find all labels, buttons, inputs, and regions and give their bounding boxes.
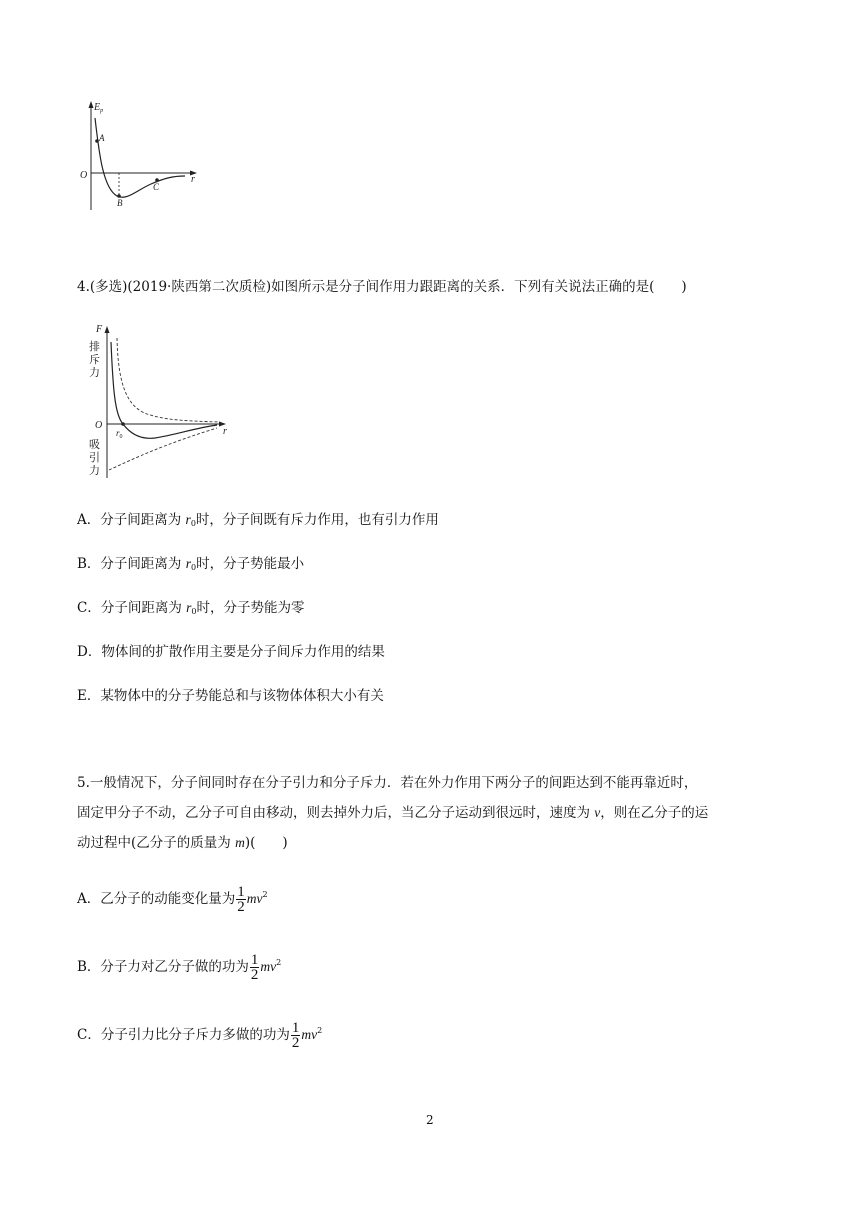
r-label: r bbox=[191, 174, 195, 185]
half-fraction: $\frac{1}{2}$ bbox=[250, 952, 259, 983]
q5-stem-line3: 动过程中(乙分子的质量为 m)( ) bbox=[77, 835, 288, 851]
repulsion-label-1: 排 bbox=[89, 341, 100, 353]
origin-label-4: O bbox=[95, 420, 103, 431]
r0-label: $r_0$ bbox=[116, 428, 123, 440]
page-number: 2 bbox=[426, 1113, 434, 1127]
q4-option-e: E．某物体中的分子势能总和与该物体体积大小有关 bbox=[77, 688, 384, 704]
ep-curve bbox=[95, 118, 185, 197]
a-label: A bbox=[99, 133, 105, 143]
q4-option-b: B．分子间距离为 $r_0$时，分子势能最小 bbox=[77, 556, 305, 572]
q5-option-b: B．分子力对乙分子做的功为 $\frac{1}{2}$ $mv^2$ bbox=[77, 952, 282, 983]
b-label: B bbox=[117, 198, 123, 208]
q5-stem-line2: 固定甲分子不动，乙分子可自由移动，则去掉外力后，当乙分子运动到很远时，速度为 v，则在乙分子的运 bbox=[77, 805, 709, 821]
half-fraction: $\frac{1}{2}$ bbox=[237, 884, 245, 915]
repulsion-label-2: 斥 bbox=[89, 354, 100, 366]
r-label-4: r bbox=[223, 426, 227, 437]
half-fraction: $\frac{1}{2}$ bbox=[291, 1020, 300, 1051]
q4-option-d: D．物体间的扩散作用主要是分子间斥力作用的结果 bbox=[77, 644, 385, 660]
attraction-label-3: 力 bbox=[89, 465, 100, 477]
q5-option-a: A．乙分子的动能变化量为 $\frac{1}{2}$ $mv^2$ bbox=[77, 884, 268, 915]
attraction-curve bbox=[109, 428, 217, 470]
q5-stem-line1: 5.一般情况下，分子间同时存在分子引力和分子斥力．若在外力作用下两分子的间距达到不能再靠近时， bbox=[77, 775, 698, 791]
q4-option-a: A．分子间距离为 $r_0$时，分子间既有斥力作用，也有引力作用 bbox=[77, 512, 439, 528]
c-label: C bbox=[153, 182, 160, 192]
q5-option-c: C．分子引力比分子斥力多做的功为 $\frac{1}{2}$ $mv^2$ bbox=[77, 1020, 323, 1051]
origin-label: O bbox=[80, 170, 88, 181]
q4-stem: 4.(多选)(2019·陕西第二次质检)如图所示是分子间作用力跟距离的关系．下列有关说法正确的是( ) bbox=[77, 279, 687, 295]
potential-energy-graph bbox=[75, 98, 205, 213]
attraction-label-1: 吸 bbox=[89, 439, 100, 451]
force-distance-graph bbox=[85, 320, 235, 480]
r0-point bbox=[121, 422, 125, 426]
repulsion-label-3: 力 bbox=[89, 367, 100, 379]
attraction-label-2: 引 bbox=[89, 452, 100, 464]
ep-label: $E_p$ bbox=[94, 102, 104, 114]
q4-option-c: C．分子间距离为 $r_0$时，分子势能为零 bbox=[77, 600, 305, 616]
repulsion-curve bbox=[117, 338, 220, 422]
f-label: F bbox=[96, 324, 103, 335]
ep-axis-arrow bbox=[89, 101, 94, 108]
f-axis-arrow bbox=[105, 326, 110, 333]
